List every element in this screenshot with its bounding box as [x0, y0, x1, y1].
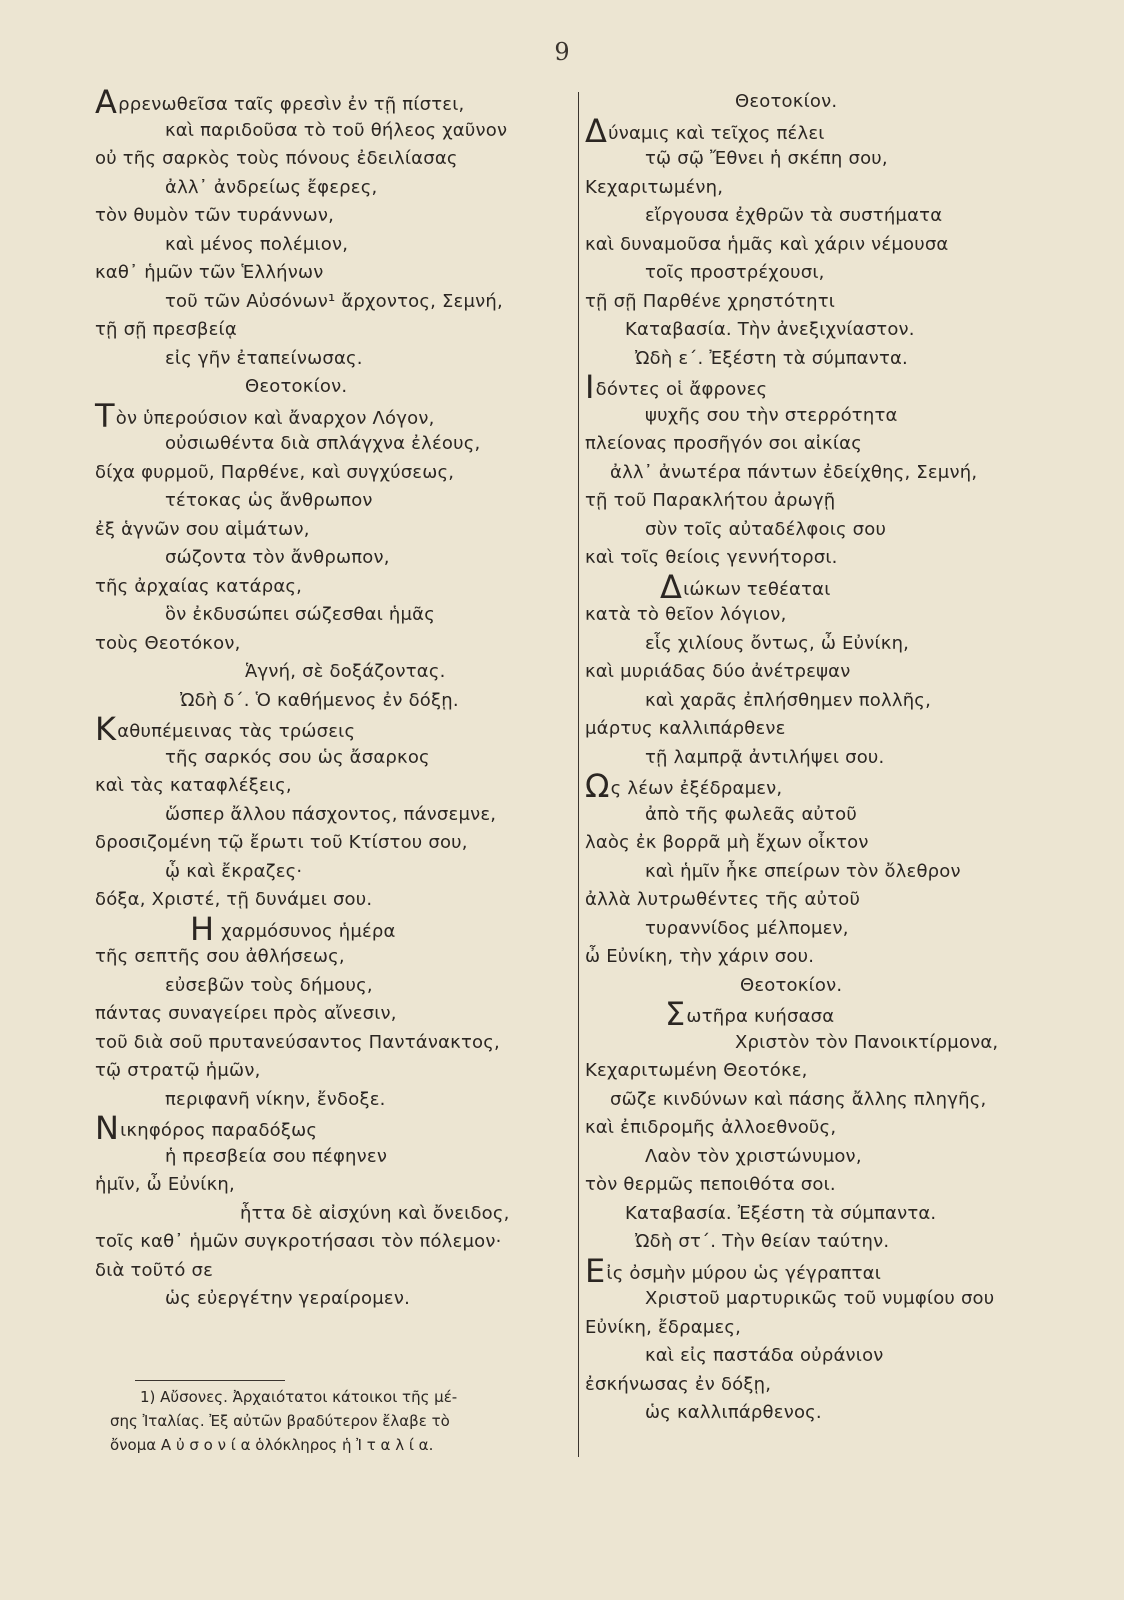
text-line: [95, 1285, 565, 1314]
line-text: αθυπέμεινας τὰς τρώσεις: [117, 721, 356, 742]
line-text: εἰς γῆν ἐταπείνωσας.: [165, 347, 363, 369]
text-line: [585, 744, 1065, 773]
line-text: εἴργουσα ἐχθρῶν τὰ συστήματα: [645, 205, 943, 226]
text-line: [585, 516, 1065, 545]
footnote: [110, 1385, 570, 1457]
line-text: τῷ σῷ Ἔθνει ἡ σκέπη σου,: [645, 148, 888, 169]
line-content: [645, 1342, 884, 1371]
line-text: ἰς ὀσμὴν μύρου ὡς γέγραπται: [606, 1262, 882, 1284]
line-content: [585, 1171, 836, 1200]
text-line: [95, 687, 565, 716]
text-line: [585, 1171, 1065, 1200]
line-content: [585, 430, 862, 459]
line-content: [585, 1371, 771, 1400]
text-line: [585, 767, 1065, 805]
text-line: [585, 886, 1065, 915]
text-line: [585, 1314, 1065, 1343]
line-text: Θεοτοκίον.: [740, 974, 843, 996]
text-line: [585, 487, 1065, 516]
line-text: σώζοντα τὸν ἄνθρωπον,: [165, 547, 390, 568]
line-content: [585, 715, 786, 744]
left-column: [95, 83, 565, 1314]
text-line: [585, 601, 1065, 630]
line-text: τοῖς καθ᾽ ἡμῶν συγκροτήσασι τὸν πόλεμον·: [95, 1231, 502, 1252]
text-line: [95, 772, 565, 801]
text-line: [95, 1257, 565, 1286]
line-text: Καταβασία. Ἐξέστη τὰ σύμπαντα.: [625, 1202, 937, 1224]
drop-capital: Ε: [585, 1251, 606, 1290]
line-content: [165, 430, 480, 459]
text-line: [585, 316, 1065, 345]
text-line: [585, 715, 1065, 744]
line-content: [95, 316, 237, 345]
right-column: [585, 88, 1065, 1428]
line-content: [585, 368, 768, 406]
text-line: [95, 886, 565, 915]
line-text: ἡ πρεσβεία σου πέφηνεν: [165, 1145, 388, 1167]
line-content: [645, 202, 942, 231]
text-line: [95, 909, 565, 948]
text-line: [95, 345, 565, 374]
text-line: [585, 1143, 1065, 1172]
line-text: καὶ παριδοῦσα τὸ τοῦ θήλεος χαῦνον: [165, 119, 508, 141]
text-line: [585, 1029, 1065, 1058]
line-content: [645, 1143, 862, 1172]
line-content: [585, 111, 825, 150]
line-content: [610, 1086, 986, 1115]
footnote-line: σης Ἰταλίας. Ἐξ αὐτῶν βραδύτερον ἔλαβε τὸ: [110, 1412, 450, 1430]
line-content: [645, 687, 931, 716]
line-text: Χριστοῦ μαρτυρικῶς τοῦ νυμφίου σου: [645, 1288, 995, 1309]
line-content: [95, 1171, 235, 1200]
text-line: [95, 943, 565, 972]
line-content: [165, 801, 496, 830]
page-number: 9: [554, 38, 570, 66]
line-content: [625, 1200, 936, 1229]
line-text: τυραννίδος μέλπομεν,: [645, 917, 849, 939]
line-text: Θεοτοκίον.: [245, 376, 348, 397]
text-line: [585, 259, 1065, 288]
text-line: [585, 658, 1065, 687]
line-content: [165, 744, 430, 773]
text-line: [585, 1114, 1065, 1143]
line-text: καὶ τοῖς θείοις γεννήτορσι.: [585, 547, 838, 568]
footnote-line: 1) Αὔσονες. Ἀρχαιότατοι κάτοικοι τῆς μέ-: [140, 1388, 458, 1406]
line-content: [660, 567, 831, 606]
text-line: [95, 1086, 565, 1115]
line-content: [165, 174, 377, 203]
line-text: λαὸς ἐκ βορρᾶ μὴ ἔχων οἶκτον: [585, 832, 869, 853]
line-text: ψυχῆς σου τὴν στερρότητα: [645, 404, 898, 426]
line-content: [585, 1251, 882, 1290]
line-content: [95, 396, 435, 435]
line-content: [645, 516, 886, 545]
line-text: Εὐνίκη, ἔδραμες,: [585, 1316, 742, 1338]
text-line: [95, 858, 565, 887]
text-line: [95, 459, 565, 488]
text-line: [585, 1228, 1065, 1257]
line-content: [585, 288, 835, 317]
line-text: Καταβασία. Τὴν ἀνεξιχνίαστον.: [625, 319, 915, 340]
text-line: [95, 202, 565, 231]
line-text: εὐσεβῶν τοὺς δήμους,: [165, 974, 373, 996]
line-content: [165, 972, 373, 1001]
line-content: [95, 259, 324, 288]
text-line: [95, 259, 565, 288]
line-content: [585, 1314, 741, 1343]
line-text: καὶ δυναμοῦσα ἡμᾶς καὶ χάριν νέμουσα: [585, 233, 949, 255]
line-text: τῇ σῇ Παρθένε χρηστότητι: [585, 290, 836, 312]
line-text: καὶ τὰς καταφλέξεις,: [95, 775, 292, 796]
line-text: Ὠδὴ στ΄. Τὴν θείαν ταύτην.: [635, 1231, 890, 1252]
line-text: σὺν τοῖς αὐταδέλφοις σου: [645, 518, 887, 540]
line-content: [585, 231, 949, 260]
line-text: καὶ μένος πολέμιον,: [165, 233, 349, 255]
drop-capital: Σ: [665, 995, 686, 1033]
text-line: [95, 288, 565, 317]
text-line: [95, 430, 565, 459]
text-line: [95, 231, 565, 260]
text-line: [95, 1143, 565, 1172]
text-line: [95, 145, 565, 174]
text-line: [585, 1086, 1065, 1115]
text-line: [585, 174, 1065, 203]
text-line: [95, 658, 565, 687]
text-line: [95, 1171, 565, 1200]
line-content: [165, 544, 390, 573]
line-text: τοὺς Θεοτόκον,: [95, 632, 241, 654]
text-line: [585, 1285, 1065, 1314]
line-text: ὥσπερ ἄλλου πάσχοντος, πάνσεμνε,: [165, 803, 497, 825]
text-line: [585, 145, 1065, 174]
line-text: καθ᾽ ἡμῶν τῶν Ἑλλήνων: [95, 262, 324, 283]
line-text: πάντας συναγείρει πρὸς αἴνεσιν,: [95, 1003, 397, 1024]
line-content: [165, 1086, 386, 1115]
line-content: [610, 459, 977, 488]
text-line: [585, 1371, 1065, 1400]
line-content: [635, 345, 908, 374]
line-text: δόξα, Χριστέ, τῇ δυνάμει σου.: [95, 889, 373, 910]
line-content: [95, 1029, 500, 1058]
line-text: καὶ ἡμῖν ἧκε σπείρων τὸν ὄλεθρον: [645, 860, 961, 882]
line-content: [165, 858, 302, 887]
drop-capital: Ω: [585, 767, 610, 805]
text-line: [95, 1029, 565, 1058]
line-content: [95, 710, 356, 748]
line-content: [95, 630, 241, 659]
line-text: Κεχαριτωμένη,: [585, 176, 724, 198]
line-content: [585, 601, 787, 630]
line-content: [95, 943, 345, 972]
line-text: ὡς καλλιπάρθενος.: [645, 1402, 822, 1423]
text-line: [585, 368, 1065, 406]
line-text: ς λέων ἐξέδραμεν,: [610, 778, 783, 799]
line-content: [95, 573, 302, 602]
line-text: ικηφόρος παραδόξως: [120, 1120, 318, 1141]
line-content: [585, 943, 814, 972]
text-line: [95, 1228, 565, 1257]
line-text: εἷς χιλίους ὄντως, ὦ Εὐνίκη,: [645, 632, 910, 654]
drop-capital: Κ: [95, 710, 117, 748]
line-content: [95, 1057, 261, 1086]
line-text: τοῖς προστρέχουσι,: [645, 262, 825, 283]
line-content: [95, 1000, 397, 1029]
text-line: [585, 1200, 1065, 1229]
text-line: [95, 83, 565, 121]
line-text: ᾧ καὶ ἔκραζες·: [165, 860, 303, 882]
text-line: [585, 567, 1065, 606]
line-text: τῆς σεπτῆς σου ἀθλήσεως,: [95, 946, 345, 967]
line-text: περιφανῆ νίκην, ἔνδοξε.: [165, 1088, 386, 1110]
text-line: [585, 1342, 1065, 1371]
drop-capital: Α: [95, 83, 118, 121]
drop-capital: Τ: [95, 396, 115, 435]
line-text: τῷ στρατῷ ἡμῶν,: [95, 1060, 261, 1081]
line-content: [165, 231, 348, 260]
text-line: [585, 288, 1065, 317]
text-line: [585, 687, 1065, 716]
line-content: [95, 1257, 213, 1286]
line-content: [585, 658, 851, 687]
line-text: δόντες οἱ ἄφρονες: [595, 379, 768, 400]
text-line: [95, 630, 565, 659]
line-text: Λαὸν τὸν χριστώνυμον,: [645, 1145, 862, 1167]
text-line: [95, 972, 565, 1001]
line-text: ύναμις καὶ τεῖχος πέλει: [608, 122, 825, 144]
text-line: [95, 601, 565, 630]
text-line: [585, 858, 1065, 887]
line-text: δίχα φυρμοῦ, Παρθένε, καὶ συγχύσεως,: [95, 461, 455, 483]
line-text: οὐ τῆς σαρκὸς τοὺς πόνους ἐδειλίασας: [95, 148, 458, 169]
line-text: ἧττα δὲ αἰσχύνη καὶ ὄνειδος,: [240, 1202, 510, 1224]
line-text: Κεχαριτωμένη Θεοτόκε,: [585, 1060, 808, 1081]
line-content: [645, 259, 825, 288]
line-content: [165, 487, 373, 516]
line-content: [645, 858, 961, 887]
line-content: [245, 658, 446, 687]
text-line: [95, 1057, 565, 1086]
text-line: [95, 396, 565, 435]
line-content: [95, 145, 458, 174]
line-content: [645, 402, 898, 431]
line-content: [585, 1057, 808, 1086]
line-content: [645, 145, 888, 174]
line-content: [585, 1114, 836, 1143]
line-content: [245, 373, 347, 402]
text-line: [585, 630, 1065, 659]
line-content: [740, 972, 842, 1001]
line-text: καὶ ἐπιδρομῆς ἀλλοεθνοῦς,: [585, 1117, 837, 1138]
line-content: [95, 772, 292, 801]
line-text: σῶζε κινδύνων καὶ πάσης ἄλλης πληγῆς,: [610, 1088, 987, 1110]
line-content: [645, 744, 884, 773]
line-content: [585, 767, 783, 805]
line-content: [190, 909, 396, 948]
line-content: [585, 829, 869, 858]
text-line: [95, 1109, 565, 1147]
text-line: [585, 829, 1065, 858]
line-text: ἐσκήνωσας ἐν δόξῃ,: [585, 1373, 772, 1395]
line-content: [165, 117, 507, 146]
line-text: ρρενωθεῖσα ταῖς φρεσὶν ἐν τῇ πίστει,: [118, 94, 465, 115]
text-line: [585, 544, 1065, 573]
line-content: [165, 345, 363, 374]
footnote-rule: [135, 1380, 285, 1381]
line-content: [645, 1285, 994, 1314]
line-content: [95, 1109, 318, 1147]
line-content: [635, 1228, 889, 1257]
line-text: ὦ Εὐνίκη, τὴν χάριν σου.: [585, 946, 815, 967]
drop-capital: Η: [190, 909, 215, 948]
text-line: [585, 231, 1065, 260]
line-content: [585, 544, 838, 573]
line-content: [165, 1143, 387, 1172]
line-text: Θεοτοκίον.: [735, 91, 838, 112]
line-content: [735, 1029, 998, 1058]
text-line: [95, 174, 565, 203]
text-line: [95, 516, 565, 545]
line-text: μάρτυς καλλιπάρθενε: [585, 718, 786, 739]
line-content: [95, 83, 465, 121]
line-content: [165, 1285, 410, 1314]
text-line: [95, 1200, 565, 1229]
line-text: καὶ εἰς παστάδα οὐράνιον: [645, 1345, 884, 1366]
text-line: [585, 345, 1065, 374]
drop-capital: Δ: [660, 567, 683, 606]
text-line: [585, 459, 1065, 488]
text-line: [95, 373, 565, 402]
line-content: [95, 202, 334, 231]
text-line: [95, 544, 565, 573]
text-line: [585, 995, 1065, 1033]
line-content: [240, 1200, 510, 1229]
text-line: [585, 801, 1065, 830]
text-line: [585, 402, 1065, 431]
text-line: [95, 829, 565, 858]
line-content: [95, 829, 468, 858]
line-text: ὡς εὐεργέτην γεραίρομεν.: [165, 1288, 411, 1309]
line-text: κατὰ τὸ θεῖον λόγιον,: [585, 604, 787, 625]
text-line: [585, 202, 1065, 231]
line-content: [585, 487, 835, 516]
line-text: ὃν ἐκδυσώπει σώζεσθαι ἡμᾶς: [165, 604, 436, 625]
text-line: [95, 1000, 565, 1029]
line-text: ἡμῖν, ὦ Εὐνίκη,: [95, 1174, 235, 1195]
line-content: [585, 886, 860, 915]
line-text: Ὠδὴ δ΄. Ὁ καθήμενος ἐν δόξῃ.: [180, 689, 459, 711]
line-content: [165, 288, 503, 317]
line-content: [95, 459, 454, 488]
line-text: ωτῆρα κυήσασα: [686, 1006, 835, 1027]
text-line: [95, 573, 565, 602]
line-content: [585, 174, 723, 203]
text-line: [585, 972, 1065, 1001]
line-content: [645, 630, 909, 659]
line-content: [735, 88, 837, 117]
line-text: τῆς σαρκός σου ὡς ἄσαρκος: [165, 746, 430, 768]
text-line: [95, 744, 565, 773]
line-content: [165, 601, 435, 630]
line-text: Ὠδὴ ε΄. Ἐξέστη τὰ σύμπαντα.: [635, 347, 908, 369]
drop-capital: Ι: [585, 368, 595, 406]
line-text: τέτοκας ὡς ἄνθρωπον: [165, 490, 373, 511]
line-text: ἀλλ᾽ ἀνωτέρα πάντων ἐδείχθης, Σεμνή,: [610, 461, 978, 483]
text-line: [585, 1057, 1065, 1086]
text-line: [585, 430, 1065, 459]
line-text: καὶ χαρᾶς ἐπλήσθημεν πολλῆς,: [645, 689, 931, 711]
line-content: [665, 995, 835, 1033]
text-line: [95, 117, 565, 146]
drop-capital: Ν: [95, 1109, 120, 1147]
line-text: τῇ τοῦ Παρακλήτου ἀρωγῇ: [585, 490, 836, 511]
line-content: [645, 801, 857, 830]
text-line: [585, 88, 1065, 117]
line-content: [95, 1228, 502, 1257]
line-content: [95, 886, 372, 915]
line-content: [645, 915, 849, 944]
line-text: Χριστὸν τὸν Πανοικτίρμονα,: [735, 1031, 999, 1053]
line-content: [95, 516, 310, 545]
line-content: [180, 687, 459, 716]
line-text: ἐξ ἁγνῶν σου αἱμάτων,: [95, 518, 310, 540]
line-text: ιώκων τεθέαται: [683, 578, 831, 600]
footnote-line: ὄνομα Α ὐ σ ο ν ί α ὁλόκληρος ἡ Ἰ τ α λ ί α.: [110, 1436, 434, 1454]
line-text: χαρμόσυνος ἡμέρα: [215, 920, 396, 942]
line-text: τὸν θερμῶς πεποιθότα σοι.: [585, 1174, 836, 1195]
line-text: Ἁγνή, σὲ δοξάζοντας.: [245, 661, 446, 682]
text-line: [585, 1399, 1065, 1428]
line-text: τῆς ἀρχαίας κατάρας,: [95, 575, 303, 597]
line-text: τὸν θυμὸν τῶν τυράννων,: [95, 205, 335, 226]
text-line: [95, 801, 565, 830]
line-text: ἀπὸ τῆς φωλεᾶς αὐτοῦ: [645, 803, 857, 825]
text-line: [585, 111, 1065, 150]
line-content: [645, 1399, 822, 1428]
line-text: διὰ τοῦτό σε: [95, 1259, 214, 1281]
line-text: καὶ μυριάδας δύο ἀνέτρεψαν: [585, 661, 851, 682]
text-line: [95, 316, 565, 345]
line-content: [625, 316, 915, 345]
line-text: ὸν ὑπερούσιον καὶ ἄναρχον Λόγον,: [115, 407, 435, 429]
line-text: τοῦ τῶν Αὐσόνων¹ ἄρχοντος, Σεμνή,: [165, 290, 503, 312]
line-text: τοῦ διὰ σοῦ πρυτανεύσαντος Παντάνακτος,: [95, 1031, 500, 1053]
line-text: δροσιζομένη τῷ ἔρωτι τοῦ Κτίστου σου,: [95, 832, 468, 853]
line-text: τῇ σῇ πρεσβείᾳ: [95, 319, 237, 340]
text-line: [95, 710, 565, 748]
line-text: πλείονας προσῆγόν σοι αἰκίας: [585, 433, 862, 454]
line-text: οὐσιωθέντα διὰ σπλάγχνα ἐλέους,: [165, 433, 481, 454]
line-text: ἀλλὰ λυτρωθέντες τῆς αὐτοῦ: [585, 889, 861, 910]
text-line: [585, 1251, 1065, 1290]
line-text: ἀλλ᾽ ἀνδρείως ἔφερες,: [165, 176, 378, 198]
text-line: [585, 943, 1065, 972]
text-line: [95, 487, 565, 516]
column-divider: [578, 92, 579, 1457]
drop-capital: Δ: [585, 111, 608, 150]
line-text: τῇ λαμπρᾷ ἀντιλήψει σου.: [645, 746, 885, 768]
text-line: [585, 915, 1065, 944]
